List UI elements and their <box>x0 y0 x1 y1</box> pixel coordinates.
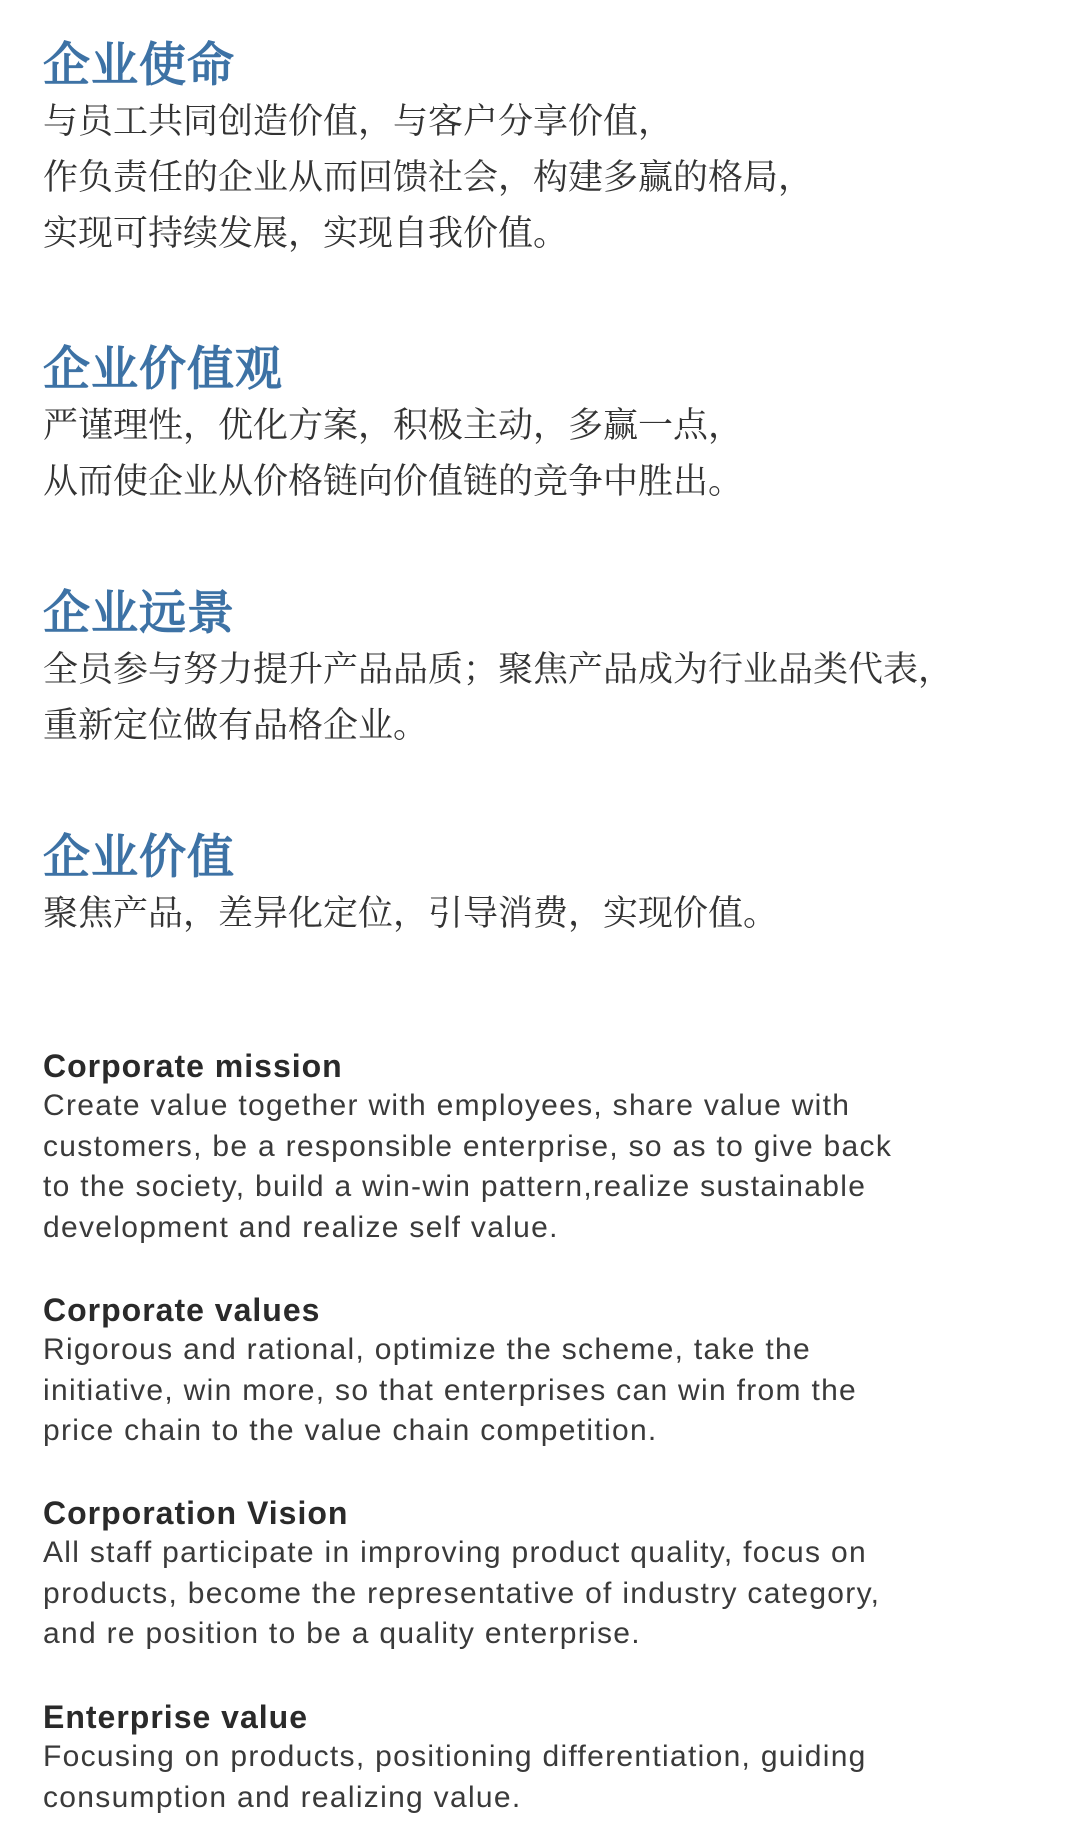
en-section-title: Corporation Vision <box>43 1495 349 1531</box>
en-section-values <box>43 1290 1043 1452</box>
cn-section-title: 企业使命 <box>43 38 235 93</box>
cn-section-line: 作负责任的企业从而回馈社会，构建多赢的格局， <box>43 158 814 198</box>
en-section-line: Focusing on products, positioning differentiation, guiding <box>43 1740 867 1773</box>
en-section-line: development and realize self value. <box>43 1211 559 1245</box>
en-section-line: All staff participate in improving product quality, focus on <box>43 1536 867 1569</box>
en-section-mission <box>43 1046 1043 1249</box>
en-section-line: price chain to the value chain competition. <box>43 1414 658 1448</box>
cn-section-line: 全员参与努力提升产品品质；聚焦产品成为行业品类代表， <box>43 650 954 690</box>
en-section-title: Corporate values <box>43 1292 321 1328</box>
en-section-value <box>43 1697 1043 1818</box>
en-section-line: consumption and realizing value. <box>43 1780 522 1814</box>
cn-section-title: 企业远景 <box>43 586 235 641</box>
en-section-line: Rigorous and rational, optimize the scheme, take the <box>43 1333 811 1366</box>
cn-section-line: 聚焦产品，差异化定位，引导消费，实现价值。 <box>43 894 779 934</box>
cn-section-title: 企业价值 <box>43 830 235 885</box>
en-section-vision <box>43 1493 1043 1655</box>
en-section-line: initiative, win more, so that enterprises can win from the <box>43 1373 858 1407</box>
cn-section-line: 严谨理性，优化方案，积极主动，多赢一点， <box>43 406 744 446</box>
cn-section-line: 重新定位做有品格企业。 <box>43 706 429 746</box>
en-section-line: Create value together with employees, share value with <box>43 1089 851 1122</box>
en-section-title: Enterprise value <box>43 1699 308 1735</box>
en-section-line: and re position to be a quality enterprise. <box>43 1617 641 1651</box>
cn-section-value <box>43 830 1043 942</box>
cn-section-line: 与员工共同创造价值，与客户分享价值， <box>43 102 674 142</box>
cn-section-mission <box>43 38 1043 262</box>
en-section-title: Corporate mission <box>43 1048 343 1084</box>
en-section-line: customers, be a responsible enterprise, so as to give back <box>43 1129 893 1163</box>
cn-section-line: 实现可持续发展，实现自我价值。 <box>43 214 569 254</box>
cn-section-values <box>43 342 1043 510</box>
en-section-line: products, become the representative of industry category, <box>43 1576 881 1610</box>
cn-section-line: 从而使企业从价格链向价值链的竞争中胜出。 <box>43 462 744 502</box>
cn-section-vision <box>43 586 1043 754</box>
cn-section-title: 企业价值观 <box>43 342 283 397</box>
en-section-line: to the society, build a win-win pattern,realize sustainable <box>43 1170 867 1204</box>
